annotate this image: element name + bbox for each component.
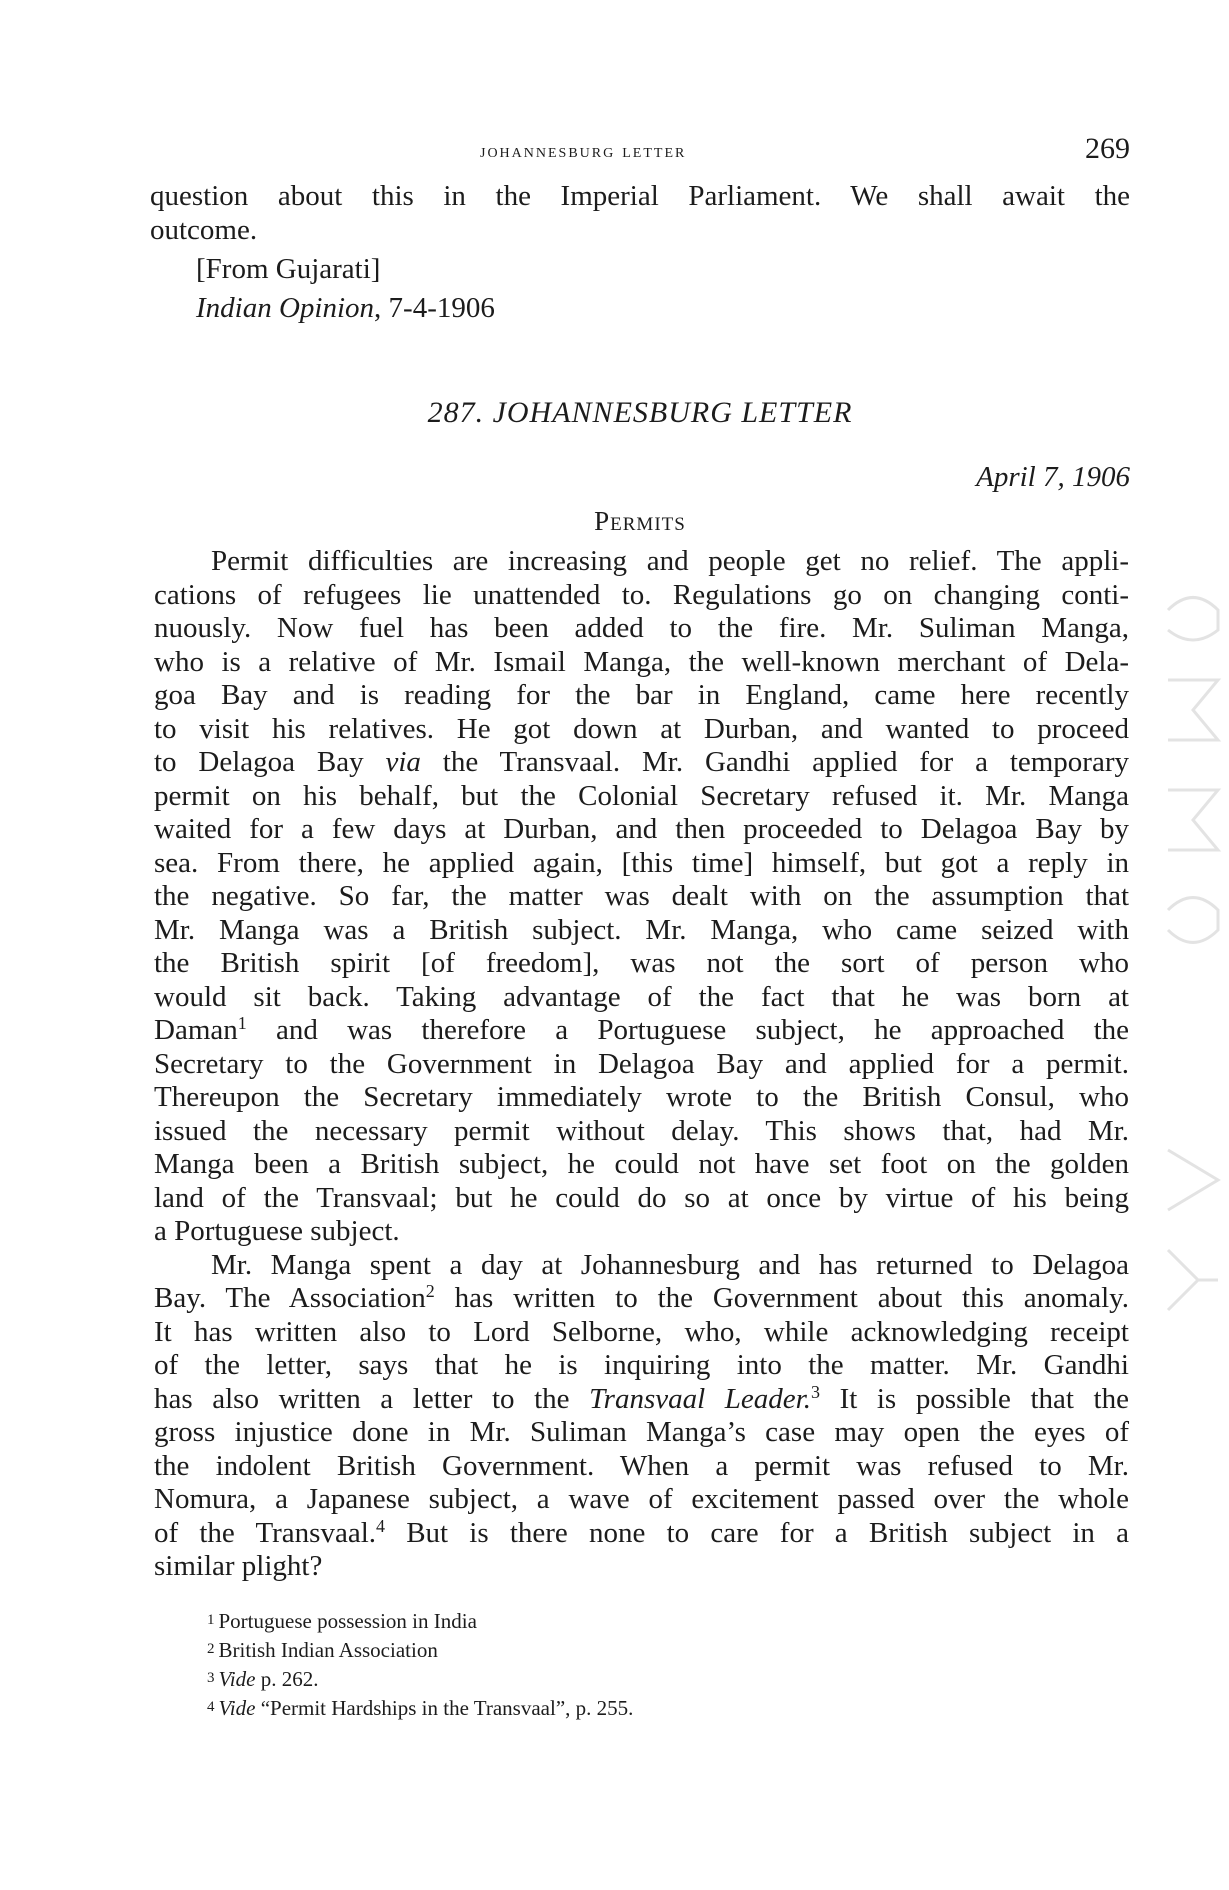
text-line: Mr. Manga spent a day at Johannesburg and has returned to Delagoa	[211, 1248, 1129, 1281]
italic-term: via	[385, 746, 421, 778]
footnote-number: 1	[207, 1612, 215, 1628]
footnote-italic: Vide	[218, 1696, 256, 1720]
text-span: Bay. The Association	[154, 1282, 426, 1314]
running-title: johannesburg letter	[480, 140, 687, 162]
text-line: Manga been a British subject, he could not have set foot on the golden	[154, 1148, 1129, 1180]
footnote-text: “Permit Hardships in the Transvaal”, p. 255.	[255, 1696, 634, 1720]
publication-name: Indian Opinion	[196, 292, 375, 324]
document-title: 287. JOHANNESBURG LETTER	[427, 396, 853, 429]
footnote-italic: Vide	[218, 1667, 256, 1691]
text-line: Secretary to the Government in Delagoa Bay and applied for a permit.	[154, 1047, 1129, 1080]
text-line	[154, 1517, 1129, 1551]
text-span: to Delagoa Bay	[154, 746, 386, 778]
document-date: April 7, 1906	[976, 461, 1130, 493]
text-line: cations of refugees lie unattended to. Regulations go on changing conti-	[154, 578, 1129, 611]
text-line: waited for a few days at Durban, and then proceeded to Delagoa Bay by	[154, 813, 1129, 845]
footnote-ref[interactable]: 3	[810, 1381, 820, 1402]
footnote-number: 2	[207, 1641, 215, 1657]
text-line: Thereupon the Secretary immediately wrote to the British Consul, who	[154, 1081, 1129, 1113]
footnote	[207, 1693, 633, 1722]
text-line: It has written also to Lord Selborne, who, while acknowledging receipt	[154, 1315, 1129, 1348]
text-line: of the letter, says that he is inquiring into the matter. Mr. Gandhi	[154, 1349, 1129, 1381]
text-line: Nomura, a Japanese subject, a wave of excitement passed over the whole	[154, 1483, 1129, 1515]
letter-body	[154, 545, 1129, 1584]
text-line: the indolent British Government. When a permit was refused to Mr.	[154, 1449, 1129, 1482]
text-line: the British spirit [of freedom], was not the sort of person who	[154, 947, 1129, 979]
text-line: who is a relative of Mr. Ismail Manga, the well-known merchant of Dela-	[154, 645, 1129, 678]
section-heading: Permits	[594, 506, 686, 536]
text-line: Mr. Manga was a British subject. Mr. Manga, who came seized with	[154, 913, 1129, 946]
preceding-paragraph	[150, 180, 1130, 247]
text-span: the Transvaal. Mr. Gandhi applied for a temporary	[420, 746, 1129, 778]
page-number: 269	[1085, 132, 1130, 165]
text-line	[154, 1383, 1129, 1417]
text-line: to visit his relatives. He got down at Durban, and wanted to proceed	[154, 712, 1129, 745]
footnote-ref[interactable]: 1	[237, 1013, 247, 1033]
text-line: permit on his behalf, but the Colonial Secretary refused it. Mr. Manga	[154, 779, 1129, 812]
text-line: issued the necessary permit without delay. This shows that, had Mr.	[154, 1114, 1129, 1147]
text-line: question about this in the Imperial Parliament. We shall await the	[150, 180, 1130, 212]
text-span: Daman	[154, 1014, 238, 1046]
text-span: But is there none to care for a British subject in a	[385, 1516, 1129, 1549]
running-head	[150, 132, 1130, 172]
footnote-ref[interactable]: 2	[425, 1281, 435, 1301]
text-line	[154, 746, 1129, 780]
footnote	[207, 1664, 633, 1693]
footnote-text: Portuguese possession in India	[218, 1609, 477, 1633]
footnote-text: British Indian Association	[218, 1638, 438, 1662]
watermark	[1158, 590, 1228, 1330]
text-span: of the Transvaal.	[154, 1516, 377, 1549]
text-line: land of the Transvaal; but he could do so at once by virtue of his being	[154, 1181, 1129, 1214]
publication-date: , 7-4-1906	[374, 292, 495, 324]
text-line: sea. From there, he applied again, [this time] himself, but got a reply in	[154, 846, 1129, 879]
text-line: nuously. Now fuel has been added to the fire. Mr. Suliman Manga,	[154, 612, 1129, 644]
italic-term: Transvaal Leader.	[589, 1382, 811, 1415]
text-line: gross injustice done in Mr. Suliman Manga’s case may open the eyes of	[154, 1416, 1129, 1448]
footnote-text: p. 262.	[255, 1667, 319, 1691]
footnote-number: 4	[207, 1699, 215, 1715]
footnote-ref[interactable]: 4	[376, 1515, 386, 1536]
source-language-note: [From Gujarati]	[196, 253, 381, 285]
text-line: the negative. So far, the matter was dealt with on the assumption that	[154, 880, 1129, 912]
text-line: outcome.	[150, 213, 258, 246]
text-line: goa Bay and is reading for the bar in England, came here recently	[154, 679, 1129, 711]
footnote-number: 3	[207, 1670, 215, 1686]
text-line: Permit difficulties are increasing and people get no relief. The appli-	[211, 545, 1129, 577]
footnotes	[207, 1606, 633, 1722]
text-line	[154, 1014, 1129, 1048]
footnote	[207, 1635, 633, 1664]
text-span: has written to the Government about this anomaly.	[434, 1282, 1129, 1314]
publication-citation	[196, 292, 495, 325]
text-line: would sit back. Taking advantage of the fact that he was born at	[154, 980, 1129, 1013]
text-span: has also written a letter to the	[154, 1382, 590, 1415]
text-line: a Portuguese subject.	[154, 1215, 400, 1247]
text-line: similar plight?	[154, 1550, 323, 1582]
text-line	[154, 1282, 1129, 1316]
text-span: It is possible that the	[819, 1382, 1129, 1415]
text-span: and was therefore a Portuguese subject, he approached the	[246, 1014, 1129, 1046]
footnote	[207, 1606, 633, 1635]
